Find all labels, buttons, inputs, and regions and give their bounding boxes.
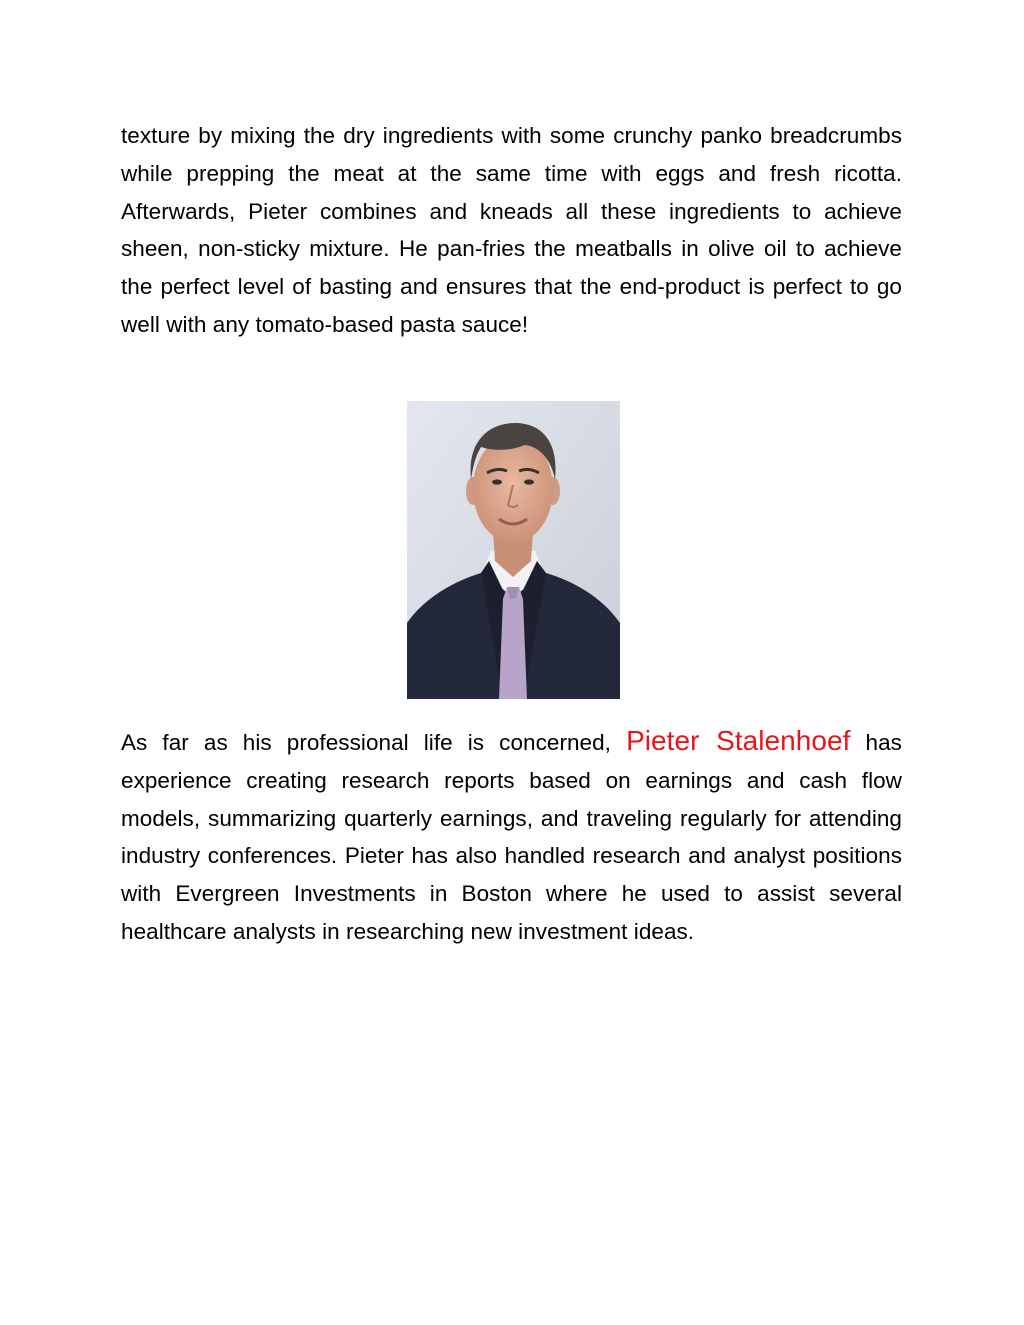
paragraph-rest-text: has experience creating research reports based on earnings and cash flow models, summarizing quarterly earnings, and traveling regularly for attending industry conferences. Pieter has also handled research and analyst positions with Evergreen Investments in Boston where he used to assist several healthcare analysts in researching new investment ideas. — [121, 730, 902, 944]
name-link[interactable]: Pieter Stalenhoef — [626, 725, 851, 756]
paragraph-recipe: texture by mixing the dry ingredients with some crunchy panko breadcrumbs while prepping the meat at the same time with eggs and fresh ricotta. Afterwards, Pieter combines and kneads all these ingredients to achieve sheen, non-sticky mixture. He pan-fries the meatballs in olive oil to achieve the perfect level of basting and ensures that the end-product is perfect to go well with any tomato-based pasta sauce! — [121, 123, 902, 337]
paragraph-professional — [121, 722, 902, 951]
paragraph-lead-text: As far as his professional life is concerned, — [121, 730, 611, 755]
portrait-photo — [407, 401, 620, 699]
